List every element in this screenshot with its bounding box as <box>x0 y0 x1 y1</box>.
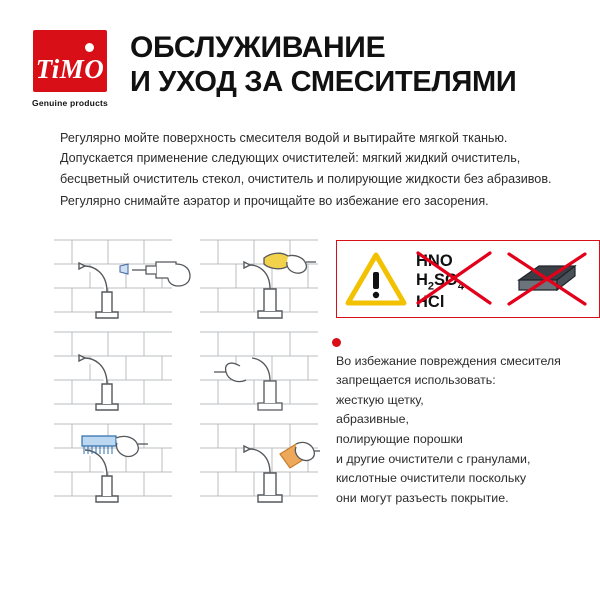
prohibition-line-4: абразивные, <box>336 412 409 427</box>
intro-paragraph-1: Регулярно мойте поверхность смесителя водой и вытирайте мягкой тканью. Допускается применение следующих очистителей: мягкий жидкий очиститель, бесцветный очиститель стекол, очиститель и полирующие жидкости без абразивов. <box>60 131 552 186</box>
prohibition-line-5: полирующие порошки <box>336 431 463 446</box>
intro-text <box>24 128 576 212</box>
logo-dot-icon <box>85 43 94 52</box>
content-area <box>24 234 576 534</box>
prohibition-line-8: они могут разъесть покрытие. <box>336 490 509 505</box>
prohibition-line-1: Во избежание повреждения смесителя <box>336 353 561 368</box>
prohibition-line-3: жесткую щетку, <box>336 392 424 407</box>
chemical-line-3: HCl <box>416 292 445 311</box>
warning-triangle-icon <box>345 251 407 307</box>
prohibition-text <box>336 352 600 509</box>
logo-brand-text: TiMO <box>35 54 105 84</box>
sponge-prohibited-icon <box>503 248 591 310</box>
chemical-line-1: HNO <box>416 251 453 270</box>
illustration-group <box>52 234 320 504</box>
chemical-formulas <box>416 249 494 309</box>
intro-paragraph-2: Регулярно снимайте аэратор и прочищайте во избежание его засорения. <box>60 194 489 209</box>
chemical-line-2: $H_2SO_4$ <box>416 270 465 292</box>
brand-logo <box>24 28 116 108</box>
logo-mark-icon <box>33 30 107 92</box>
illustration-panel-3 <box>52 418 320 506</box>
prohibition-line-6: и другие очистители с гранулами, <box>336 451 531 466</box>
document-header <box>24 28 576 108</box>
red-bullet-icon <box>332 338 341 347</box>
title-line-1: ОБСЛУЖИВАНИЕ <box>130 31 386 64</box>
prohibition-line-2: запрещается использовать: <box>336 373 496 388</box>
prohibition-line-7: кислотные очистители поскольку <box>336 471 527 486</box>
illustration-panel-2 <box>52 326 320 414</box>
title-line-2: И УХОД ЗА СМЕСИТЕЛЯМИ <box>130 66 517 99</box>
logo-tagline: Genuine products <box>32 98 108 108</box>
page-title <box>130 28 576 100</box>
illustration-panel-1 <box>52 234 320 322</box>
warning-box <box>336 240 600 318</box>
